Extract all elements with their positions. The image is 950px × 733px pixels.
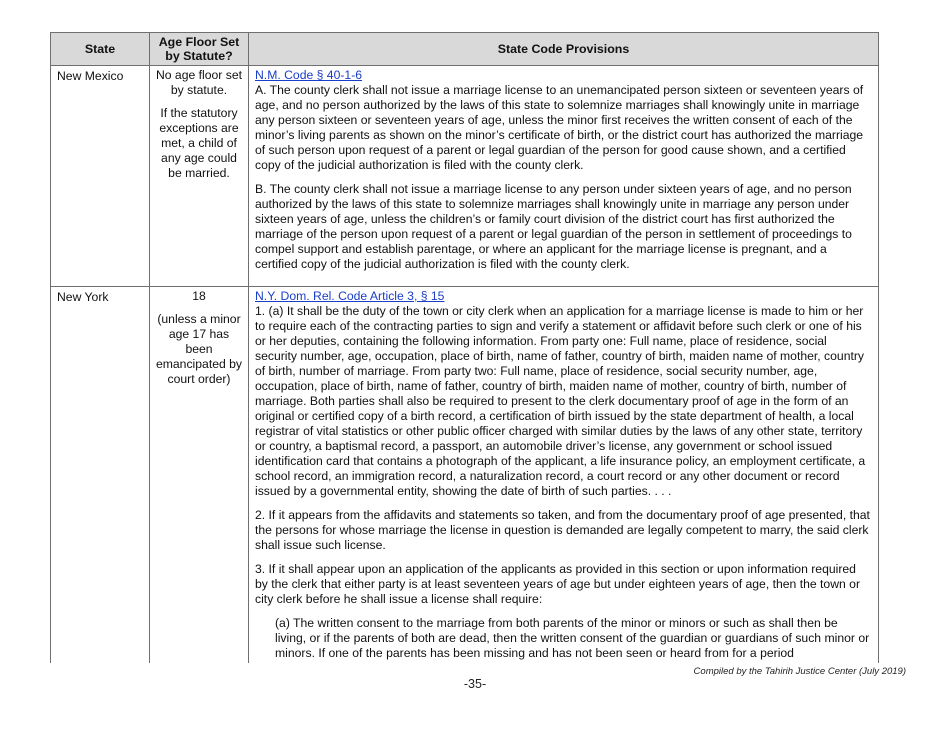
state-name [51, 287, 150, 664]
state-name: New Mexico [51, 66, 150, 287]
provision-paragraph: 1. (a) It shall be the duty of the town or city clerk when an application for a marriage license is made to him or her to require each of the contracting parties to sign and verify a statement or affidavit before such clerk or one of his or her deputies, containing the following information. From party one: Full name, place of residence, social security number, age, occupation, place of birth, name of father, country of birth, maiden name of mother, country of birth, number of marriage. From party two: Full name, place of residence, social security number, age, occupation, place of birth, name of father, country of birth, maiden name of mother, country of birth, number of marriage. Both parties shall also be required to present to the clerk documentary proof of age in the form of an original or certified copy of a birth record, a certification of birth issued by the state department of health, a local registrar of vital statistics or other public officer charged with similar duties by the laws of any other state, territory or country, a baptismal record, a passport, an automobile driver’s license, any government or school issued identification card that contains a photograph of the applicant, a life insurance policy, an employment certificate, a school record, an immigration record, a naturalization record, a court record or any other document or record issued by a governmental entity, showing the date of birth of such parties. . . . [255, 304, 866, 498]
footer-credit: Compiled by the Tahirih Justice Center (July 2019) [693, 666, 906, 677]
provision-paragraph: 3. If it shall appear upon an application of the applicants as provided in this section or upon information required by the clerk that either party is at least seventeen years of age but under eighteen years of age, then the town or city clerk before he shall issue a license shall require: [255, 562, 861, 606]
header-age-floor: Age Floor Set by Statute? [150, 33, 249, 66]
header-state: State [51, 33, 150, 66]
state-provisions-table [50, 32, 879, 663]
state-name-text: New York [57, 290, 109, 304]
table-row-new-york [51, 287, 879, 664]
age-floor-text: 18 [192, 289, 206, 303]
provisions-cell [249, 287, 879, 664]
table-row-new-mexico [51, 66, 879, 287]
statute-citation-link[interactable]: N.Y. Dom. Rel. Code Article 3, § 15 [255, 289, 445, 303]
provision-subparagraph: (a) The written consent to the marriage from both parents of the minor or minors or such as shall then be living, or if the parents of both are dead, then the written consent of the guardian or guardians of such minor or minors. If one of the parents has been missing and has not been seen or heard from for a period [275, 616, 870, 660]
age-floor-text: No age floor set by statute. [155, 68, 243, 97]
provision-paragraph: B. The county clerk shall not issue a marriage license to any person under sixteen years of age, and no person authorized by the laws of this state to solemnize marriages shall knowingly unite in marriage any person under sixteen years of age, unless the children’s or family court division of the district court has first authorized the marriage of the person upon request of a parent or legal guardian of the person in settlement of proceedings to compel support and establish parentage, or where an applicant for the marriage license is pregnant, and a certified copy of the judicial authorization is filed with the county clerk. [255, 182, 852, 271]
statute-citation-link[interactable]: N.M. Code § 40-1-6 [255, 68, 363, 82]
age-floor-cell [150, 66, 249, 287]
age-floor-cell [150, 287, 249, 664]
page-number: -35- [463, 677, 487, 691]
age-floor-note: If the statutory exceptions are met, a child of any age could be married. [159, 106, 239, 180]
provision-paragraph: 2. If it appears from the affidavits and statements so taken, and from the documentary proof of age presented, that the persons for whose marriage the license in question is demanded are legally competent to marry, the said clerk shall issue such license. [255, 508, 870, 552]
table-header-row [51, 33, 879, 66]
provisions-cell [249, 66, 879, 287]
provision-paragraph: A. The county clerk shall not issue a marriage license to an unemancipated person sixteen or seventeen years of age, and no person authorized by the laws of this state to solemnize marriages shall knowingly unite in marriage any person sixteen or seventeen years of age, unless the minor first receives the written consent of each of the minor’s living parents as shown on the minor’s certificate of birth, or the district court has authorized the marriage of such person upon request of a parent or legal guardian of the person for good cause shown, and a certified copy of the judicial authorization is filed with the county clerk. [255, 83, 864, 172]
header-state-code-provisions: State Code Provisions [249, 33, 879, 66]
age-floor-note: (unless a minor age 17 has been emancipated by court order) [155, 312, 243, 386]
